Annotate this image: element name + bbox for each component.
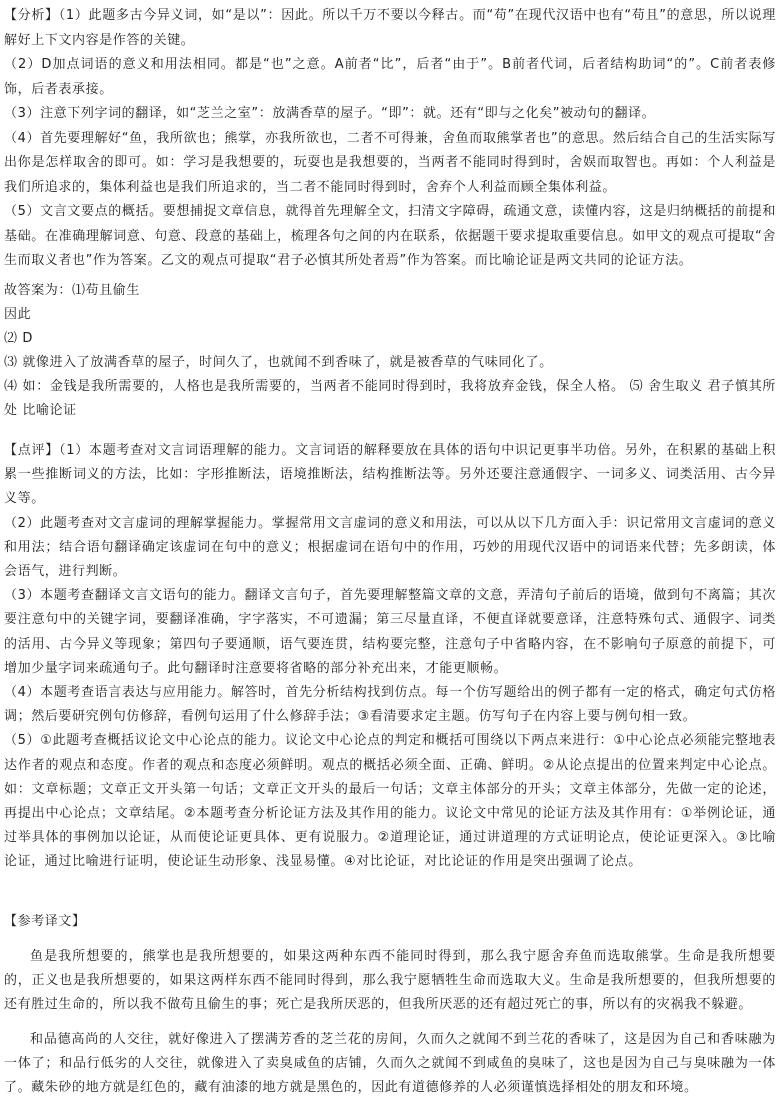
comment-paragraph: 【点评】（1）本题考查对文言词语理解的能力。文言词语的解释要放在具体的语句中识记更事半功倍。另外，在积累的基础上积累一些推断词义的方法，比如：字形推断法，语境推断法，结构推断法等。另外还要注意通假字、一词多义、词类活用、古今异义等。 — [4, 443, 776, 507]
answer-section — [4, 279, 776, 423]
comment-paragraph: （3）本题考查翻译文言文语句的能力。翻译文言句子，首先要理解整篇文章的文意，弄清句子前后的语境，做到句不离篇；其次要注意句中的关键字词，要翻译准确，字字落实，不可遗漏；第三尽量直译，不便直译就要意译，注意特殊句式、通假字、词类的活用、古今异义等现象；第四句子要通顺，语气要连贯，结构要完整，注意句子中省略内容，在不影响句子原意的前提下，可增加少量字词来疏通句子。此句翻译时注意要将省略的部分补充出来，才能更顺畅。 — [4, 588, 776, 676]
analysis-paragraph: 【分析】（1）此题多古今异义词，如“是以”：因此。所以千万不要以今释古。而“苟”在现代汉语中也有“苟且”的意思，所以说理解好上下文内容是作答的关键。 — [4, 8, 776, 48]
comment-section — [4, 439, 776, 875]
answer-line: 因此 — [4, 307, 32, 322]
comment-paragraph: （4）本题考查语言表达与应用能力。解答时，首先分析结构找到仿点。每一个仿写题给出的例子都有一定的格式，确定句式仿格调；然后要研究例句仿修辞，看例句运用了什么修辞手法；③看清要求定主题。仿写句子在内容上要与例句相一致。 — [4, 685, 776, 725]
translation-paragraph: 和品德高尚的人交往，就好像进入了摆满芳香的芝兰花的房间，久而久之就闻不到兰花的香味了，这是因为自己和香味融为一体了；和品行低劣的人交往，就像进入了卖臭咸鱼的店铺，久而久之就闻不到咸鱼的臭味了，这也是因为自己与臭味融为一体了。藏朱砂的地方就是红色的，藏有油漆的地方就是黑色的，因此有道德修养的人必须谨慎选择相处的朋友和环境。 — [4, 1031, 776, 1095]
translation-paragraph: 鱼是我所想要的，熊掌也是我所想要的，如果这两种东西不能同时得到，那么我宁愿舍弃鱼而选取熊掌。生命是我所想要的，正义也是我所想要的，如果这两样东西不能同时得到，那么我宁愿牺牲生命而选取大义。生命是我所想要的，但我所想要的还有胜过生命的，所以我不做苟且偷生的事；死亡是我所厌恶的，但我所厌恶的还有超过死亡的事，所以有的灾祸我不躲避。 — [4, 948, 776, 1012]
analysis-paragraph: （2）D加点词语的意义和用法相同。都是“也”之意。A前者“比”，后者“由于”。B前者代词，后者结构助词“的”。C前者表修饰，后者表承接。 — [4, 57, 776, 97]
translation-heading: 【参考译文】 — [4, 914, 86, 929]
comment-paragraph: （2）此题考查对文言虚词的理解掌握能力。掌握常用文言虚词的意义和用法，可以从以下几方面入手：识记常用文言虚词的意义和用法；结合语句翻译确定该虚词在句中的意义；根据虚词在语句中的作用，巧妙的用现代汉语中的词语来代替；先多朗读，体会语气，进行判断。 — [4, 515, 776, 580]
comment-paragraph: （5）①此题考查概括议论文中心论点的能力。议论文中心论点的判定和概括可围绕以下两点来进行：①中心论点必须能完整地表达作者的观点和态度。作者的观点和态度必须鲜明。观点的概括必须全面、正确、鲜明。②从论点提出的位置来判定中心论点。如：文章标题；文章正文开头第一句话；文章正文开头的最后一句话；文章主体部分的开头；文章主体部分，先做一定的论述，再提出中心论点；文章结尾。②本题考查分析论证方法及其作用的能力。议论文中常见的论证方法及其作用有：①举例论证，通过举具体的事例加以论证，从而使论证更具体、更有说服力。②道理论证，通过讲道理的方式证明论点，使论证更深入。③比喻论证，通过比喻进行证明，使论证生动形象、浅显易懂。④对比论证，对比论证的作用是突出强调了论点。 — [4, 733, 776, 870]
answer-line: ⑵ D — [4, 331, 33, 346]
answer-line: ⑷ 如：金钱是我所需要的，人格也是我所需要的，当两者不能同时得到时，我将放弃金钱，保全人格。 ⑸ 舍生取义 君子慎其所处 比喻论证 — [4, 379, 776, 418]
analysis-section — [4, 4, 776, 274]
answer-line: ⑶ 就像进入了放满香草的屋子，时间久了，也就闻不到香味了，就是被香草的气味同化了。 — [4, 355, 553, 370]
analysis-paragraph: （4）首先要理解好“鱼，我所欲也；熊掌，亦我所欲也，二者不可得兼，舍鱼而取熊掌者也”的意思。然后结合自己的生活实际写出你是怎样取舍的即可。如：学习是我想要的，玩耍也是我想要的，当两者不能同时得到时，舍娱而取智也。再如：个人利益是我们所追求的，集体利益也是我们所追求的，当二者不能同时得到时，舍弃个人利益而顾全集体利益。 — [4, 130, 776, 195]
analysis-paragraph: （3）注意下列字词的翻译，如“芝兰之室”：放满香草的屋子。“即”：就。还有“即与之化矣”被动句的翻译。 — [4, 106, 656, 121]
analysis-paragraph: （5）文言文要点的概括。要想捕捉文章信息，就得首先理解全文，扫清文字障碍，疏通文意，读懂内容，这是归纳概括的前提和基础。在准确理解词意、句意、段意的基础上，梳理各句之间的内在联系，依据题干要求提取重要信息。如甲文的观点可提取“舍生而取义者也”作为答案。乙文的观点可提取“君子必慎其所处者焉”作为答案。而比喻论证是两文共同的论证方法。 — [4, 204, 776, 268]
answer-line: 故答案为：⑴苟且偷生 — [4, 283, 141, 298]
translation-section — [4, 910, 776, 1100]
